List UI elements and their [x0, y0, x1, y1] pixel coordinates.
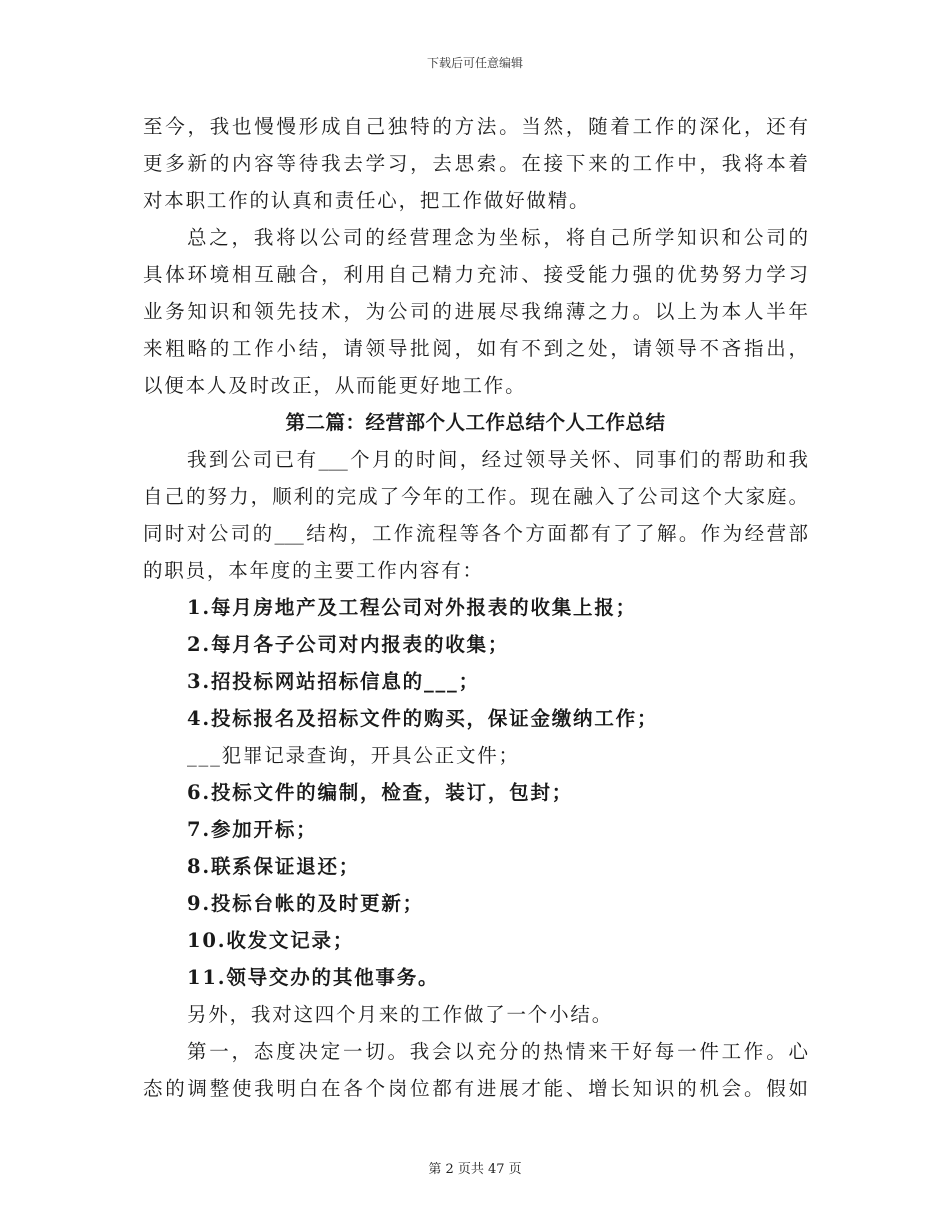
- paragraph-line: 来粗略的工作小结，请领导批阅，如有不到之处，请领导不吝指出，: [143, 337, 808, 360]
- paragraph-line: 至今，我也慢慢形成自己独特的方法。当然，随着工作的深化，还有: [143, 115, 808, 138]
- paragraph-line: 具体环境相互融合，利用自己精力充沛、接受能力强的优势努力学习: [143, 263, 808, 286]
- list-item: 8.联系保证退还；: [187, 855, 361, 878]
- paragraph-line: 以便本人及时改正，从而能更好地工作。: [143, 374, 527, 397]
- list-item: 11.领导交办的其他事务。: [187, 966, 440, 989]
- paragraph-line: 第一，态度决定一切。我会以充分的热情来干好每一件工作。心: [187, 1040, 808, 1063]
- page-footer: 第 2 页共 47 页: [428, 1162, 522, 1177]
- paragraph-line: 总之，我将以公司的经营理念为坐标，将自己所学知识和公司的: [187, 226, 808, 249]
- paragraph-line: 态的调整使我明白在各个岗位都有进展才能、增长知识的机会。假如: [143, 1077, 808, 1100]
- list-item: 3.招投标网站招标信息的___；: [187, 670, 480, 693]
- list-item: 6.投标文件的编制，检查，装订，包封；: [187, 781, 574, 804]
- paragraph-line: 另外，我对这四个月来的工作做了一个小结。: [187, 1003, 614, 1026]
- list-item: 1.每月房地产及工程公司对外报表的收集上报；: [187, 596, 637, 619]
- paragraph-line: 自己的努力，顺利的完成了今年的工作。现在融入了公司这个大家庭。: [143, 485, 808, 508]
- list-item: 7.参加开标；: [187, 818, 318, 841]
- list-item: 9.投标台帐的及时更新；: [187, 892, 424, 915]
- paragraph-line: 对本职工作的认真和责任心，把工作做好做精。: [143, 189, 591, 212]
- paragraph-line: 更多新的内容等待我去学习，去思索。在接下来的工作中，我将本着: [143, 152, 808, 175]
- paragraph-line: 我到公司已有___个月的时间，经过领导关怀、同事们的帮助和我: [187, 448, 808, 471]
- list-item: 2.每月各子公司对内报表的收集；: [187, 633, 510, 656]
- paragraph-line: 同时对公司的___结构，工作流程等各个方面都有了了解。作为经营部: [143, 522, 808, 545]
- paragraph-line: 业务知识和领先技术，为公司的进展尽我绵薄之力。以上为本人半年: [143, 300, 808, 323]
- paragraph-line: 的职员，本年度的主要工作内容有：: [143, 559, 484, 582]
- page-header: 下载后可任意编辑: [426, 56, 523, 70]
- list-item: 10.收发文记录；: [187, 929, 355, 952]
- paragraph-line: ___犯罪记录查询，开具公正文件；: [187, 744, 520, 767]
- list-item: 4.投标报名及招标文件的购买，保证金缴纳工作；: [187, 707, 659, 730]
- document-body: [143, 108, 808, 1107]
- section-heading: 第二篇：经营部个人工作总结个人工作总结: [285, 411, 666, 434]
